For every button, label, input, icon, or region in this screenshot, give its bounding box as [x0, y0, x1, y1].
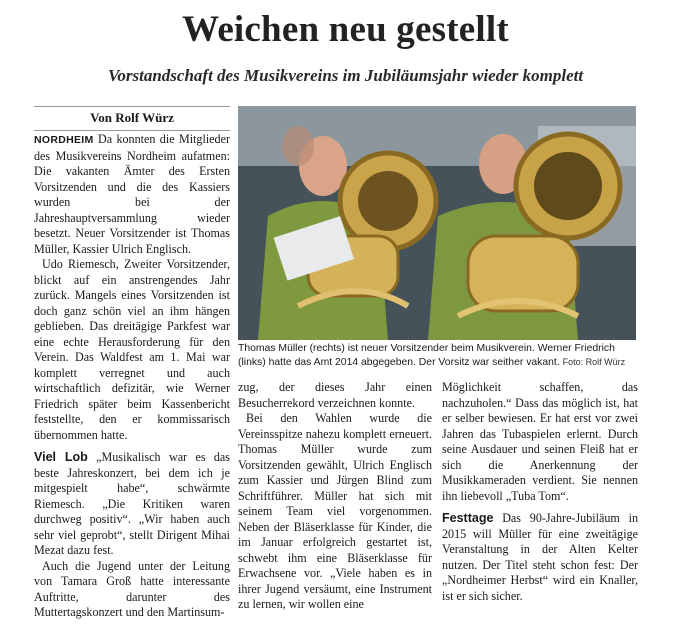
- keyword-viel-lob: Viel Lob: [34, 450, 88, 464]
- photo-image: [238, 106, 636, 340]
- column-3: [442, 380, 638, 604]
- paragraph: Udo Riemesch, Zweiter Vorsitzender, blickt auf ein anstrengendes Jahr zurück. Mangels eines Vorsitzenden ist doch ganz schön viel an ihm hängen geblieben. Das dreitägige Parkfest war eine echte Herausforderung für den Verein. Das Waldfest am 1. Mai war komplett verregnet und auch wirtschaftlich defizitär, wie Werner Friedrich später beim Kassenbericht feststellte, den er kommissarisch übernommen hatte.: [34, 257, 230, 442]
- column-2: [238, 380, 432, 613]
- photo-credit: Foto: Rolf Würz: [562, 356, 626, 367]
- photo-caption: [238, 342, 642, 369]
- paragraph: [442, 511, 638, 604]
- headline: Weichen neu gestellt: [182, 9, 509, 50]
- photo-tuba-players: [238, 106, 636, 340]
- paragraph-text: Da konnten die Mitglieder des Musikvereins Nordheim aufatmen: Die vakanten Ämter des Ersten Vorsitzenden und die des Kassiers wurden bei der Jahreshauptversammlung wieder besetzt. Neuer Vorsitzender ist Thomas Müller, Kassier Ulrich Englisch.: [34, 132, 230, 256]
- byline: Von Rolf Würz: [34, 106, 230, 131]
- paragraph: Möglichkeit schaffen, das nachzuholen.“ Dass das möglich ist, hat er selber bewiesen. Er hat erst vor zwei Jahren das Tubaspielen erlernt. Durch seine Ausdauer und seinen Fleiß hat er sich die Anerkennung der Musikkameraden verdient. Sie nennen ihn liebevoll „Tuba Tom“.: [442, 380, 638, 503]
- paragraph: Auch die Jugend unter der Leitung von Tamara Groß hatte interessante Auftritte, darunter des Muttertagskonzert und den Martinsum-: [34, 558, 230, 619]
- paragraph-text: „Musikalisch war es das beste Jahreskonzert, bei dem ich je mitgespielt habe“, schwärmte Riemesch. „Die Kritiken waren durchweg positiv“. „Wir haben auch sehr viel geprobt“, stellt Dirigent Mihai Mezat dazu fest.: [34, 450, 231, 557]
- paragraph: [34, 450, 230, 559]
- column-1: [34, 132, 230, 621]
- keyword-festtage: Festtage: [442, 511, 494, 525]
- paragraph: zug, der dieses Jahr einen Besucherrekord verzeichnen konnte.: [238, 380, 432, 410]
- dateline: NORDHEIM: [34, 134, 94, 146]
- paragraph: [34, 132, 230, 257]
- paragraph: Bei den Wahlen wurde die Vereinsspitze nahezu komplett erneuert. Thomas Müller wurde zum Vorsitzenden gewählt, Ulrich Englisch zum Kassier und Jürgen Blind zum Schriftführer. Müller hat sich mit seinem Team viel vorgenommen. Neben der Bläserklasse für Kinder, die im Januar erfolgreich gestartet ist, schwebt ihm eine Bläserklasse für Erwachsene vor. „Viele haben es in ihrer Jugend versäumt, eine Instrument zu lernen, wir wollen eine: [238, 411, 432, 611]
- caption-text: Thomas Müller (rechts) ist neuer Vorsitzender beim Musikverein. Werner Friedrich (links) hatte das Amt 2014 abgegeben. Der Vorsitz war seither vakant.: [238, 343, 615, 368]
- subheadline: Vorstandschaft des Musikvereins im Jubiläumsjahr wieder komplett: [107, 66, 584, 85]
- paragraph-text: Das 90-Jahre-Jubiläum in 2015 will Müller für eine zweitägige Veranstaltung in der Alten Kelter nutzen. Der Titel steht schon fest: Der „Nordheimer Herbst“ wird ein Knaller, ist er sich sicher.: [442, 511, 638, 603]
